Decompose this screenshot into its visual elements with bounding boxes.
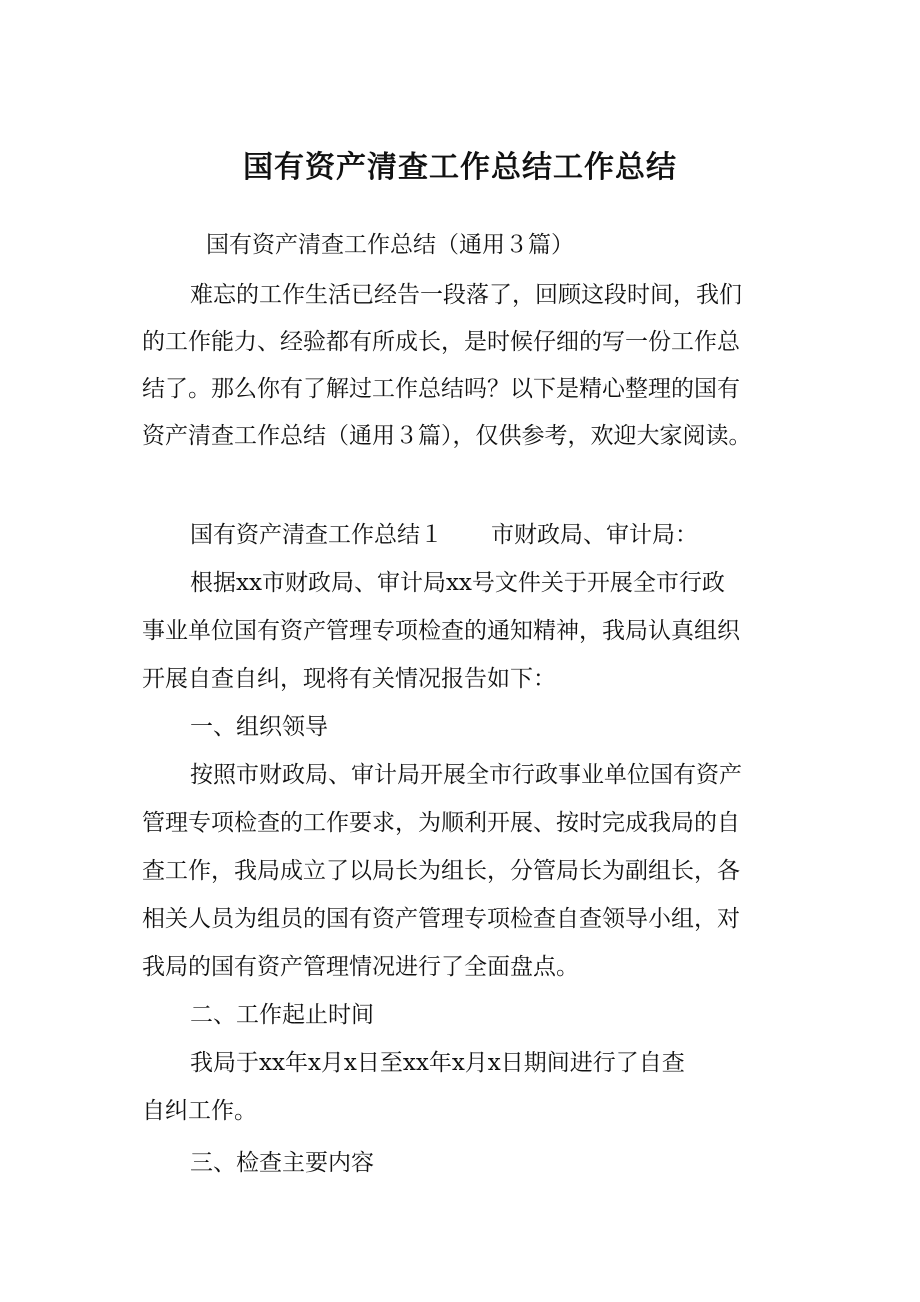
intro-line: 难忘的工作生活已经告一段落了，回顾这段时间，我们	[190, 282, 742, 308]
document-subtitle: 国有资产清查工作总结（通用３篇）	[206, 232, 574, 258]
letter-addressee: 市财政局、审计局：	[491, 522, 698, 548]
subheading-organization: 一、组织领导	[190, 714, 328, 740]
intro-line: 结了。那么你有了解过工作总结吗？以下是精心整理的国有	[142, 376, 740, 402]
paragraph-line: 管理专项检查的工作要求，为顺利开展、按时完成我局的自	[142, 810, 740, 836]
intro-line: 资产清查工作总结（通用３篇），仅供参考，欢迎大家阅读。	[142, 423, 752, 449]
paragraph-line: 我局的国有资产管理情况进行了全面盘点。	[142, 954, 579, 980]
subheading-time: 二、工作起止时间	[190, 1002, 374, 1028]
document-title: 国有资产清查工作总结工作总结	[243, 150, 677, 185]
paragraph-line: 相关人员为组员的国有资产管理专项检查自查领导小组，对	[142, 906, 740, 932]
paragraph-line: 我局于xx年x月x日至xx年x月x日期间进行了自查	[190, 1050, 685, 1076]
paragraph-line: 根据xx市财政局、审计局xx号文件关于开展全市行政	[190, 570, 725, 596]
paragraph-line: 事业单位国有资产管理专项检查的通知精神，我局认真组织	[142, 618, 740, 644]
section-heading-line	[190, 518, 698, 552]
paragraph-line: 按照市财政局、审计局开展全市行政事业单位国有资产	[190, 762, 742, 788]
paragraph-line: 查工作，我局成立了以局长为组长，分管局长为副组长，各	[142, 858, 740, 884]
section-heading: 国有资产清查工作总结１	[190, 522, 443, 548]
subheading-content: 三、检查主要内容	[190, 1150, 374, 1176]
intro-line: 的工作能力、经验都有所成长，是时候仔细的写一份工作总	[142, 329, 740, 355]
paragraph-line: 自纠工作。	[142, 1098, 257, 1124]
paragraph-line: 开展自查自纠，现将有关情况报告如下：	[142, 666, 556, 692]
